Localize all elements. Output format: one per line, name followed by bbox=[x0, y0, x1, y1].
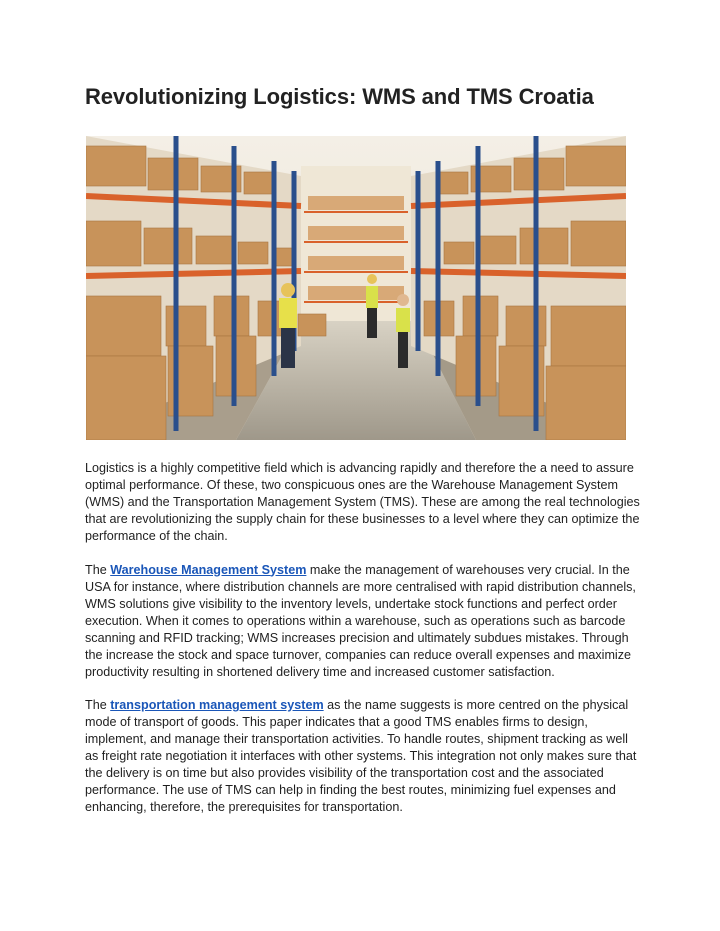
warehouse-illustration bbox=[86, 136, 626, 440]
paragraph-text: make the management of warehouses very crucial. In the USA for instance, where distribution channels are more centralised with rapid distribution channels, WMS solutions give visibility to the inventory levels, undertake stock functions and perfect order execution. When it comes to operations within a warehouse, such as operations such as barcode scanning and RFID tracking; WMS increases precision and ultimately subdues mistakes. Through the increase the stock and space turnover, companies can reduce overall expenses and maximize productivity resulting in shortened delivery time and increased customer satisfaction. bbox=[85, 562, 636, 679]
wms-link[interactable]: Warehouse Management System bbox=[110, 562, 307, 577]
warehouse-photo bbox=[86, 136, 626, 440]
paragraph-lead: The bbox=[85, 562, 111, 577]
paragraph-wms bbox=[85, 562, 640, 681]
paragraph-lead: The bbox=[85, 698, 111, 712]
page-title: Revolutionizing Logistics: WMS and TMS Croatia bbox=[85, 84, 594, 109]
article-body bbox=[85, 460, 640, 833]
paragraph-tms bbox=[85, 697, 640, 816]
paragraph-text: as the name suggests is more centred on the physical mode of transport of goods. This paper indicates that a good TMS enables firms to design, implement, and manage their transportation activities. To handle routes, shipment tracking as well as freight rate negotiation it interfaces with other systems. This integration not only makes sure that the delivery is on time but also provides visibility of the transportation cost and the associated performance. The use of TMS can help in finding the best routes, minimizing fuel expenses and enhancing, therefore, the prerequisites for transportation. bbox=[85, 698, 637, 814]
paragraph-intro: Logistics is a highly competitive field which is advancing rapidly and therefore the a need to assure optimal performance. Of these, two conspicuous ones are the Warehouse Management System (WMS) and the Transportation Management System (TMS). These are among the real technologies that are revolutionizing the supply chain for these businesses to a level where they can optimize the performance of the chain. bbox=[85, 461, 640, 543]
tms-link[interactable]: transportation management system bbox=[110, 698, 324, 712]
